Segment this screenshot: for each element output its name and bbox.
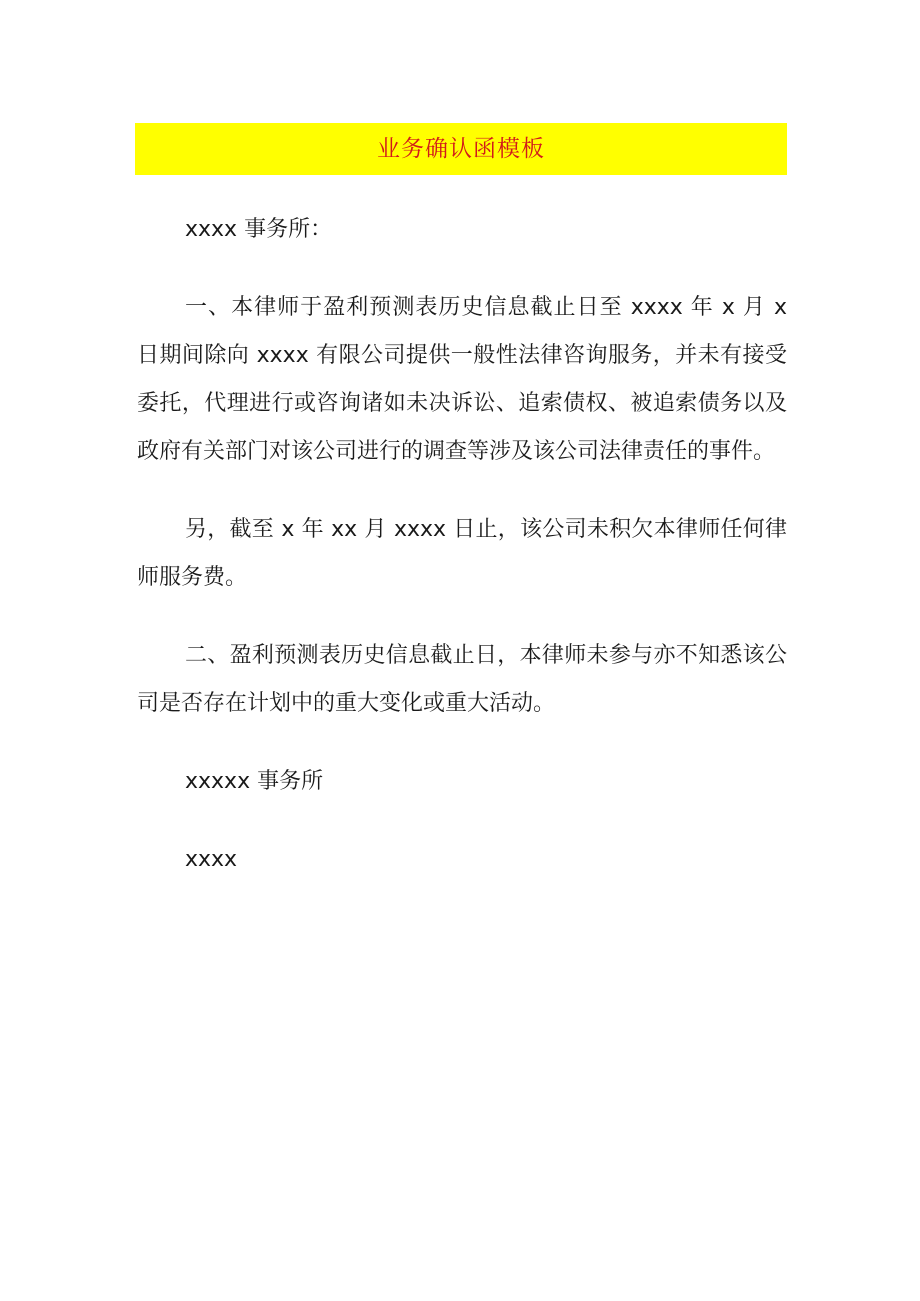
paragraph-two: 另，截至 x 年 xx 月 xxxx 日止，该公司未积欠本律师任何律师服务费。 (137, 517, 787, 590)
title-banner (135, 123, 787, 175)
paragraph-one: 一、本律师于盈利预测表历史信息截止日至 xxxx 年 x 月 x 日期间除向 xxxx 有限公司提供一般性法律咨询服务，并未有接受委托，代理进行或咨询诸如未决诉讼、追索债权、被追索债务以及政府有关部门对该公司进行的调查等涉及该公司法律责任的事件。 (137, 295, 787, 464)
paragraph-three: 二、盈利预测表历史信息截止日，本律师未参与亦不知悉该公司是否存在计划中的重大变化或重大活动。 (137, 643, 787, 716)
signature: xxxxx 事务所 (185, 769, 324, 794)
salutation: xxxx 事务所： (185, 217, 333, 242)
signature-date: xxxx (185, 847, 238, 872)
document-title: 业务确认函模板 (377, 135, 545, 162)
document-body (137, 206, 787, 914)
